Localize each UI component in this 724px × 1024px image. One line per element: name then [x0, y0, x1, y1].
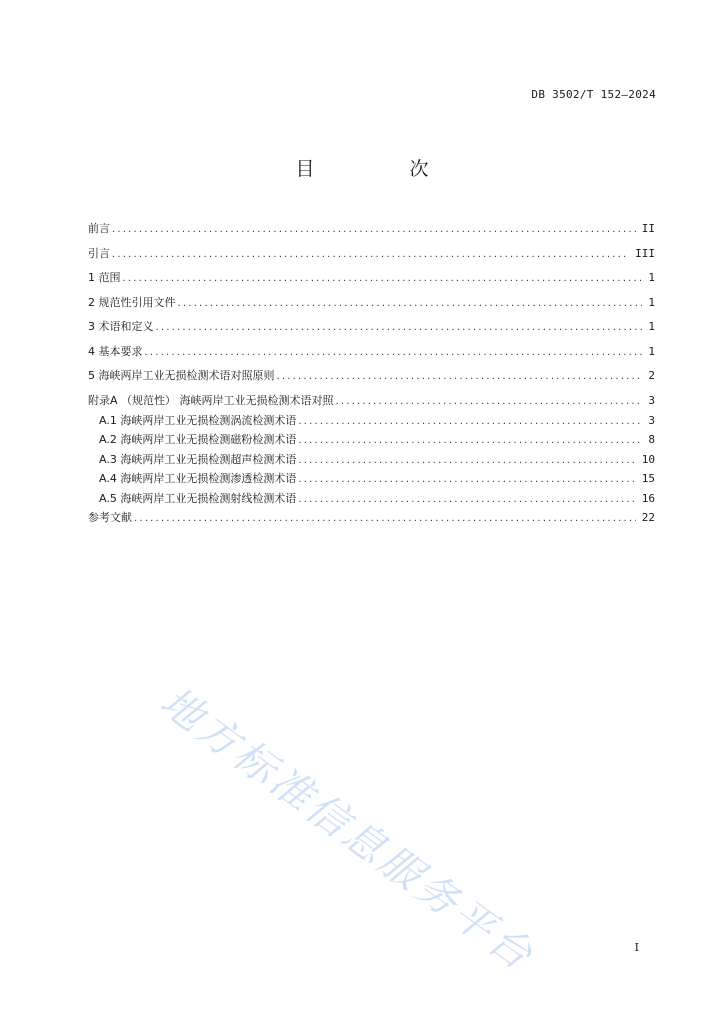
toc-dot-leader: [298, 474, 635, 485]
toc-entry-label: A.1 海峡两岸工业无损检测涡流检测术语: [99, 413, 297, 427]
toc-entry-label: 附录A （规范性） 海峡两岸工业无损检测术语对照: [88, 393, 334, 407]
document-code: DB 3502/T 152—2024: [531, 88, 656, 101]
toc-entry-page: 15: [641, 472, 655, 485]
toc-entry-normative-references[interactable]: [88, 294, 655, 319]
toc-entry-page: 22: [641, 511, 655, 524]
toc-entry-page: II: [641, 222, 655, 235]
toc-entry-page: 1: [648, 295, 655, 309]
toc-dot-leader: [336, 396, 643, 407]
toc-entry-page: 3: [648, 393, 655, 407]
toc-entry-bibliography[interactable]: [88, 509, 655, 534]
toc-entry-label: A.3 海峡两岸工业无损检测超声检测术语: [99, 452, 297, 466]
toc-dot-leader: [134, 513, 636, 524]
toc-dot-leader: [298, 435, 642, 446]
toc-entry-a5-radiographic[interactable]: [88, 490, 655, 510]
toc-entry-a3-ultrasonic[interactable]: [88, 451, 655, 471]
toc-entry-terms-definitions[interactable]: [88, 318, 655, 343]
toc-entry-foreword[interactable]: [88, 220, 655, 245]
watermark-text: 地方标准信息服务平台: [151, 677, 544, 981]
toc-entry-label: 1 范围: [88, 271, 121, 284]
toc-entry-a4-penetrant[interactable]: [88, 470, 655, 490]
toc-entry-page: 10: [641, 452, 655, 466]
toc-entry-introduction[interactable]: [88, 245, 655, 270]
toc-entry-label: 引言: [88, 246, 110, 260]
toc-entry-a1-eddy-current[interactable]: [88, 412, 655, 432]
toc-entry-scope[interactable]: [88, 269, 655, 294]
toc-dot-leader: [178, 298, 643, 309]
toc-dot-leader: [298, 455, 635, 466]
toc-dot-leader: [156, 322, 643, 333]
toc-entry-label: A.4 海峡两岸工业无损检测渗透检测术语: [99, 472, 297, 485]
toc-entry-label: 3 术语和定义: [88, 320, 154, 333]
toc-entry-label: 4 基本要求: [88, 344, 143, 358]
toc-entry-label: A.5 海峡两岸工业无损检测射线检测术语: [99, 491, 297, 505]
toc-entry-a2-magnetic-particle[interactable]: [88, 431, 655, 451]
toc-entry-page: 16: [641, 491, 655, 505]
toc-dot-leader: [112, 224, 636, 235]
toc-entry-basic-requirements[interactable]: [88, 343, 655, 368]
toc-dot-leader: [298, 416, 642, 427]
toc-entry-page: 3: [648, 413, 655, 427]
table-of-contents: [88, 220, 655, 534]
toc-entry-page: 1: [648, 320, 655, 333]
toc-entry-page: 8: [648, 433, 655, 446]
toc-entry-page: 1: [648, 344, 655, 358]
toc-title: 目 次: [295, 158, 467, 180]
toc-entry-page: III: [635, 246, 655, 260]
toc-dot-leader: [112, 249, 629, 260]
toc-dot-leader: [145, 347, 643, 358]
toc-entry-label: 前言: [88, 222, 110, 235]
toc-entry-annex-a[interactable]: [88, 392, 655, 412]
toc-dot-leader: [298, 494, 635, 505]
toc-entry-label: A.2 海峡两岸工业无损检测磁粉检测术语: [99, 433, 297, 446]
toc-entry-label: 参考文献: [88, 511, 132, 524]
toc-dot-leader: [123, 273, 643, 284]
toc-entry-label: 2 规范性引用文件: [88, 295, 176, 309]
toc-entry-page: 2: [648, 369, 655, 382]
toc-entry-comparison-principles[interactable]: [88, 367, 655, 392]
toc-dot-leader: [277, 371, 643, 382]
toc-entry-page: 1: [648, 271, 655, 284]
toc-entry-label: 5 海峡两岸工业无损检测术语对照原则: [88, 369, 275, 382]
page-number: I: [634, 941, 639, 954]
